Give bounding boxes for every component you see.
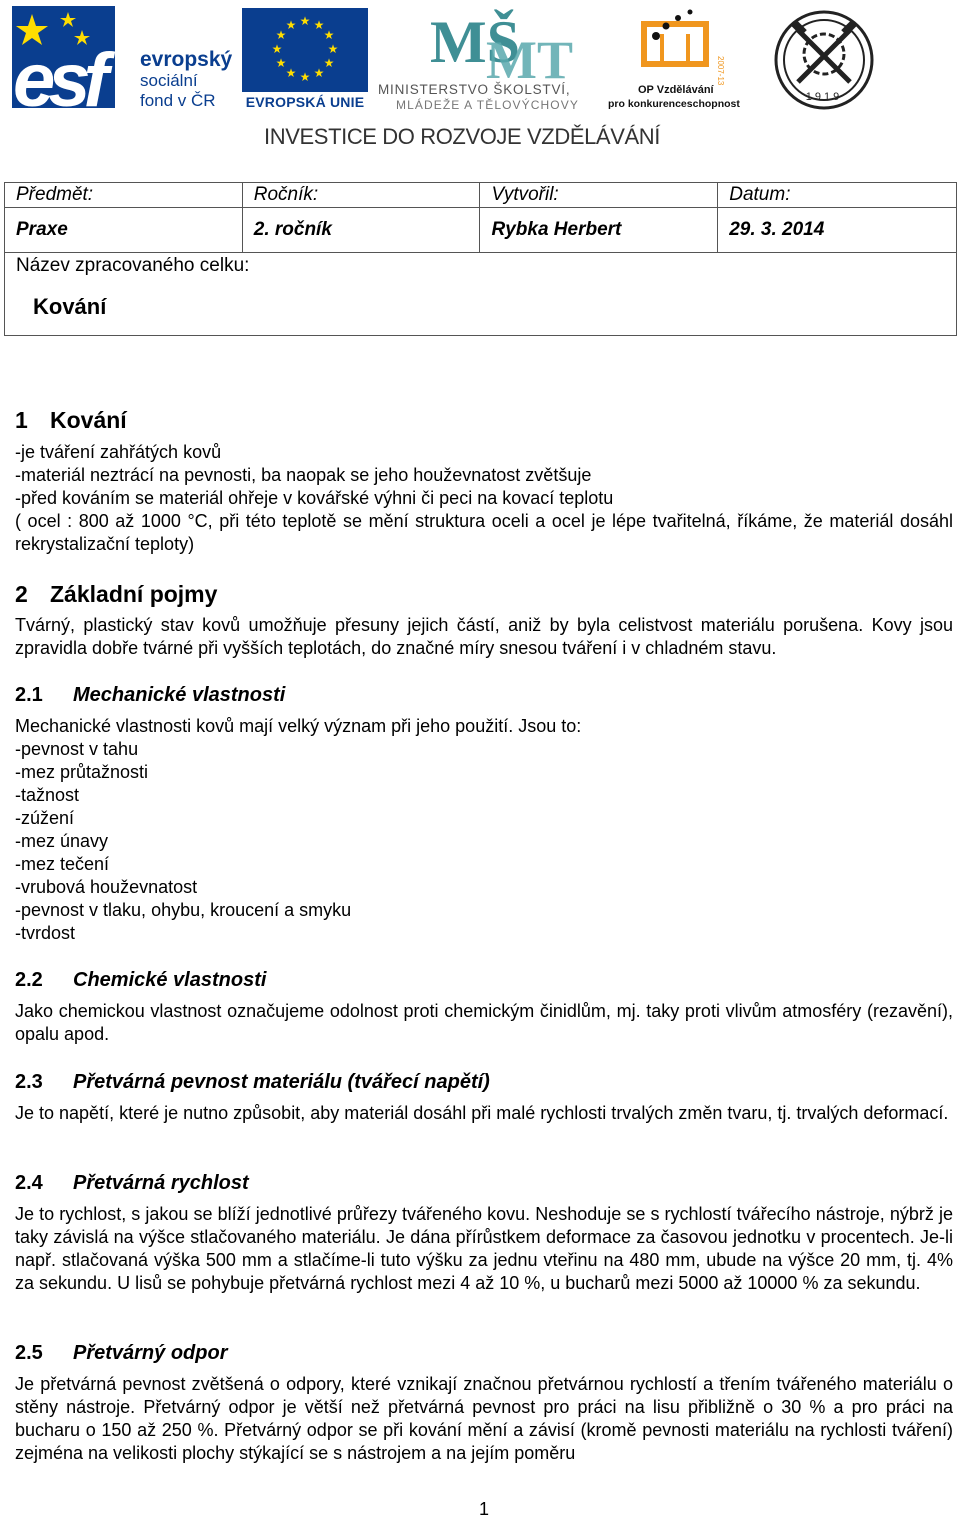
svg-text:★: ★ bbox=[327, 42, 339, 56]
op-emblem-icon bbox=[636, 6, 746, 86]
list-item: -pevnost v tahu bbox=[15, 739, 139, 759]
heading-2-3 bbox=[15, 1071, 490, 1094]
value-year: 2. ročník bbox=[242, 208, 480, 253]
label-topic: Název zpracovaného celku: bbox=[5, 253, 957, 280]
msmt-line2: MLÁDEŽE A TĚLOVÝCHOVY bbox=[396, 98, 579, 112]
esf-logo bbox=[12, 6, 233, 123]
svg-text:★: ★ bbox=[271, 42, 283, 56]
msmt-logo bbox=[378, 4, 600, 110]
heading-2-2 bbox=[15, 969, 266, 992]
school-seal-icon bbox=[770, 8, 878, 112]
heading-number: 2.1 bbox=[15, 684, 43, 706]
s2-3-paragraph: Je to napětí, které je nutno způsobit, aby materiál dosáhl při malé rychlosti trvalých změn tvaru, tj. trvalých deformací. bbox=[15, 1103, 949, 1123]
op-logo bbox=[608, 6, 748, 110]
svg-text:★: ★ bbox=[285, 18, 297, 32]
slogan bbox=[0, 124, 930, 150]
heading-number: 1 bbox=[15, 407, 28, 433]
list-item: -mez průtažnosti bbox=[15, 762, 149, 782]
list-item: -pevnost v tlaku, ohybu, kroucení a smyku bbox=[15, 900, 352, 920]
op-years: 2007-13 bbox=[716, 56, 725, 86]
topic-title: Kování bbox=[5, 279, 957, 336]
op-line2: pro konkurenceschopnost bbox=[608, 98, 740, 110]
heading-title: Chemické vlastnosti bbox=[73, 969, 267, 991]
svg-text:MT: MT bbox=[486, 30, 573, 90]
label-subject: Předmět: bbox=[5, 183, 243, 208]
esf-text bbox=[140, 48, 233, 111]
heading-2-4 bbox=[15, 1172, 249, 1195]
msmt-mark-icon bbox=[430, 4, 573, 90]
eu-flag-icon bbox=[242, 8, 368, 92]
heading-number: 2 bbox=[15, 581, 28, 607]
info-values-row bbox=[5, 208, 957, 253]
esf-line2: sociální bbox=[140, 71, 198, 90]
info-table bbox=[4, 182, 957, 336]
svg-text:★: ★ bbox=[313, 18, 325, 32]
heading-number: 2.2 bbox=[15, 969, 43, 991]
label-author: Vytvořil: bbox=[480, 183, 718, 208]
value-subject: Praxe bbox=[5, 208, 243, 253]
svg-text:★: ★ bbox=[323, 56, 335, 70]
esf-flag-icon bbox=[12, 6, 115, 123]
svg-text:★: ★ bbox=[323, 28, 335, 42]
svg-text:★: ★ bbox=[299, 70, 311, 84]
heading-number: 2.5 bbox=[15, 1342, 43, 1364]
s2-1-intro: Mechanické vlastnosti kovů mají velký význam při jeho použití. Jsou to: bbox=[15, 716, 582, 736]
label-date: Datum: bbox=[718, 183, 957, 208]
label-year: Ročník: bbox=[242, 183, 480, 208]
svg-text:★: ★ bbox=[299, 14, 311, 28]
heading-title: Přetvárný odpor bbox=[73, 1342, 228, 1364]
eu-logo bbox=[242, 8, 368, 110]
list-item: -tažnost bbox=[15, 785, 80, 805]
heading-title: Přetvárná rychlost bbox=[73, 1172, 249, 1194]
slogan-text: INVESTICE DO ROZVOJE VZDĚLÁVÁNÍ bbox=[264, 124, 660, 149]
op-line1: OP Vzdělávání bbox=[638, 84, 714, 96]
svg-text:★: ★ bbox=[313, 66, 325, 80]
heading-title: Základní pojmy bbox=[50, 581, 218, 607]
heading-2 bbox=[15, 581, 217, 608]
heading-1 bbox=[15, 407, 127, 434]
heading-2-5 bbox=[15, 1342, 227, 1365]
svg-text:esf: esf bbox=[13, 38, 102, 123]
info-labels-row bbox=[5, 183, 957, 208]
eu-caption: EVROPSKÁ UNIE bbox=[245, 94, 365, 110]
list-item: -zúžení bbox=[15, 808, 75, 828]
heading-number: 2.4 bbox=[15, 1172, 43, 1194]
heading-number: 2.3 bbox=[15, 1071, 43, 1093]
school-seal bbox=[770, 8, 878, 112]
heading-title: Kování bbox=[50, 407, 127, 433]
esf-line3: fond v ČR bbox=[140, 91, 216, 110]
list-item: -mez únavy bbox=[15, 831, 109, 851]
topic-row bbox=[5, 279, 957, 336]
s2-paragraph: Tvárný, plastický stav kovů umožňuje přesuny jejich částí, aniž by byla celistvost materiálu porušena. Kovy jsou zpravidla dobře tvárné při vyšších teplotách, do značné míry snesou tváření i v chladném stavu. bbox=[15, 615, 953, 658]
heading-2-1 bbox=[15, 684, 285, 707]
svg-text:★: ★ bbox=[275, 28, 287, 42]
logo-bar bbox=[0, 0, 960, 160]
s1-line-3: -před kováním se materiál ohřeje v kovářské výhni či peci na kovací teplotu bbox=[15, 488, 614, 508]
value-date: 29. 3. 2014 bbox=[718, 208, 957, 253]
list-item: -tvrdost bbox=[15, 923, 76, 943]
s1-line-2: -materiál neztrácí na pevnosti, ba naopak se jeho houževnatost zvětšuje bbox=[15, 465, 592, 485]
page-number: 1 bbox=[478, 1499, 489, 1519]
heading-title: Mechanické vlastnosti bbox=[73, 684, 286, 706]
svg-text:MŠ: MŠ bbox=[430, 9, 520, 75]
s1-paragraph: ( ocel : 800 až 1000 °C, při této teplotě se mění struktura oceli a ocel je lépe tvařitelná, říkáme, že materiál dosáhl rekrystalizační teploty) bbox=[15, 511, 953, 554]
svg-text:★: ★ bbox=[285, 66, 297, 80]
s2-2-paragraph: Jako chemickou vlastnost označujeme odolnost proti chemickým činidlům, mj. taky proti vlivům atmosféry (rezavění), opalu apod. bbox=[15, 1001, 953, 1044]
topic-label-row bbox=[5, 253, 957, 280]
s1-line-1: -je tváření zahřátých kovů bbox=[15, 442, 222, 462]
msmt-line1: MINISTERSTVO ŠKOLSTVÍ, bbox=[378, 82, 571, 97]
list-item: -mez tečení bbox=[15, 854, 110, 874]
seal-year: 1919 bbox=[805, 91, 843, 103]
list-item: -vrubová houževnatost bbox=[15, 877, 198, 897]
value-author: Rybka Herbert bbox=[480, 208, 718, 253]
svg-text:★: ★ bbox=[275, 56, 287, 70]
esf-line1: evropský bbox=[140, 48, 233, 71]
s2-4-paragraph: Je to rychlost, s jakou se blíží jednotlivé průřezy tvářeného kovu. Neshoduje se s rychlostí tvářecího nástroje, nýbrž je taky závislá na výšce stlačovaného materiálu. Je dána přírůstkem deformace za časovou jednotku v procentech. Je-li např. stlačovaná výška 500 mm a stlačíme-li tuto výšku za jednu vteřinu na 480 mm, ubude na výšce 20 mm, tj. 4% za sekundu. U lisů se pohybuje přetvárná rychlost mezi 4 až 10 %, u bucharů mezi 5000 až 10000 % za sekundu. bbox=[15, 1204, 953, 1293]
heading-title: Přetvárná pevnost materiálu (tvářecí napětí) bbox=[73, 1071, 490, 1093]
s2-5-paragraph: Je přetvárná pevnost zvětšená o odpory, které vznikají značnou přetvárnou rychlostí a třením tvářeného materiálu o stěny nástroje. Přetvárný odpor je větší než přetvárná pevnost pro práci na lisu přibližně o 30 % a pro práci na bucharu o 150 až 250 %. Přetvárný odpor se při kování mění a závisí (kromě pevnosti materiálu na rychlosti tváření) zejména na velikosti plochy stýkající se s nástrojem a na jejím poměru bbox=[15, 1374, 953, 1463]
